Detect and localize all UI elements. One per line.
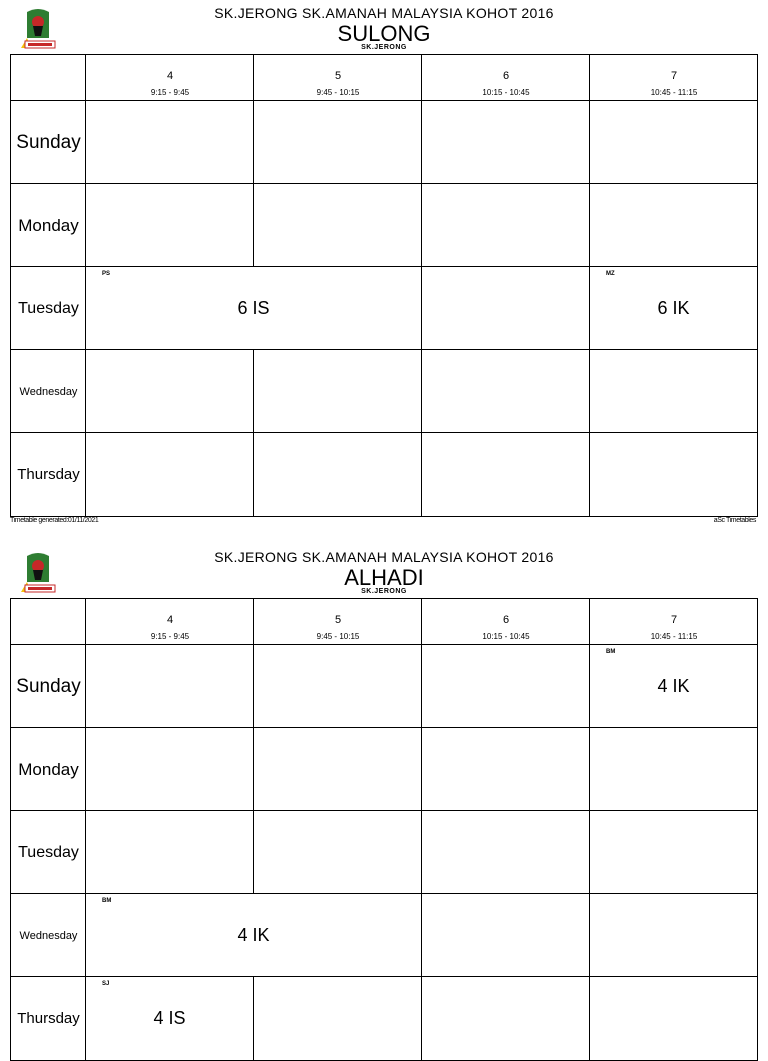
period-time: 9:45 - 10:15 bbox=[316, 632, 360, 641]
grid-divider bbox=[589, 728, 590, 811]
day-label-sunday: Sunday bbox=[16, 131, 81, 153]
grid-divider bbox=[421, 101, 422, 184]
period-time: 10:15 - 10:45 bbox=[482, 88, 530, 97]
period-number: 4 bbox=[166, 614, 174, 626]
grid-divider bbox=[421, 433, 422, 516]
grid-divider bbox=[11, 810, 757, 811]
grid-divider bbox=[421, 184, 422, 267]
school-name: SK.JERONG SK.AMANAH MALAYSIA KOHOT 2016 bbox=[214, 549, 554, 565]
grid-divider bbox=[589, 101, 590, 184]
subject-code: BM bbox=[606, 649, 616, 655]
period-time: 9:15 - 9:45 bbox=[150, 88, 190, 97]
grid-divider bbox=[589, 894, 590, 977]
day-label-monday: Monday bbox=[18, 215, 79, 235]
school-subtitle: SK.JERONG bbox=[361, 44, 407, 51]
day-label-thursday: Thursday bbox=[17, 1010, 80, 1027]
software-credit: aSc Timetables bbox=[713, 517, 756, 524]
timetable-grid bbox=[10, 598, 758, 1061]
grid-divider bbox=[421, 728, 422, 811]
day-label-tuesday: Tuesday bbox=[18, 843, 79, 861]
generated-date: Timetable generated:01/11/2021 bbox=[10, 517, 99, 524]
grid-divider bbox=[253, 811, 254, 894]
period-time: 9:15 - 9:45 bbox=[150, 632, 190, 641]
lesson-cell[interactable] bbox=[590, 267, 757, 350]
grid-divider bbox=[11, 100, 757, 101]
school-subtitle: SK.JERONG bbox=[361, 588, 407, 595]
period-number: 5 bbox=[334, 614, 342, 626]
grid-divider bbox=[589, 977, 590, 1060]
period-number: 5 bbox=[334, 70, 342, 82]
grid-divider bbox=[421, 811, 422, 894]
teacher-name: ALHADI bbox=[344, 565, 424, 590]
grid-divider bbox=[589, 350, 590, 433]
day-label-thursday: Thursday bbox=[17, 466, 80, 483]
grid-divider bbox=[253, 184, 254, 267]
grid-divider bbox=[589, 184, 590, 267]
day-label-sunday: Sunday bbox=[16, 675, 81, 697]
grid-divider bbox=[253, 433, 254, 516]
subject-code: BM bbox=[102, 898, 112, 904]
period-time: 10:15 - 10:45 bbox=[482, 632, 530, 641]
class-name: 4 IK bbox=[657, 676, 690, 696]
lesson-cell[interactable] bbox=[86, 977, 253, 1060]
lesson-cell[interactable] bbox=[86, 267, 421, 350]
grid-divider bbox=[421, 977, 422, 1060]
grid-divider bbox=[421, 894, 422, 977]
period-number: 7 bbox=[670, 70, 678, 82]
grid-divider bbox=[253, 350, 254, 433]
period-number: 6 bbox=[502, 70, 510, 82]
class-name: 4 IK bbox=[237, 925, 270, 945]
grid-divider bbox=[253, 977, 254, 1060]
subject-code: SJ bbox=[102, 981, 110, 987]
timetable-grid bbox=[10, 54, 758, 517]
period-number: 7 bbox=[670, 614, 678, 626]
day-label-monday: Monday bbox=[18, 759, 79, 779]
lesson-cell[interactable] bbox=[590, 645, 757, 728]
grid-divider bbox=[421, 350, 422, 433]
period-time: 10:45 - 11:15 bbox=[650, 632, 698, 641]
class-name: 6 IS bbox=[237, 298, 270, 318]
period-number: 4 bbox=[166, 70, 174, 82]
grid-divider bbox=[421, 645, 422, 728]
grid-divider bbox=[253, 728, 254, 811]
day-label-wednesday: Wednesday bbox=[19, 385, 78, 398]
day-label-wednesday: Wednesday bbox=[19, 929, 78, 942]
grid-divider bbox=[589, 811, 590, 894]
grid-divider bbox=[421, 267, 422, 350]
period-number: 6 bbox=[502, 614, 510, 626]
grid-divider bbox=[253, 101, 254, 184]
lesson-cell[interactable] bbox=[86, 894, 421, 977]
grid-divider bbox=[11, 432, 757, 433]
class-name: 4 IS bbox=[153, 1008, 186, 1028]
teacher-name: SULONG bbox=[337, 21, 431, 46]
grid-divider bbox=[11, 183, 757, 184]
day-label-tuesday: Tuesday bbox=[18, 299, 79, 317]
grid-divider bbox=[589, 433, 590, 516]
subject-code: PS bbox=[102, 271, 111, 277]
grid-divider bbox=[253, 645, 254, 728]
period-time: 10:45 - 11:15 bbox=[650, 88, 698, 97]
period-time: 9:45 - 10:15 bbox=[316, 88, 360, 97]
class-name: 6 IK bbox=[657, 298, 690, 318]
school-name: SK.JERONG SK.AMANAH MALAYSIA KOHOT 2016 bbox=[214, 5, 554, 21]
subject-code: MZ bbox=[606, 271, 615, 277]
